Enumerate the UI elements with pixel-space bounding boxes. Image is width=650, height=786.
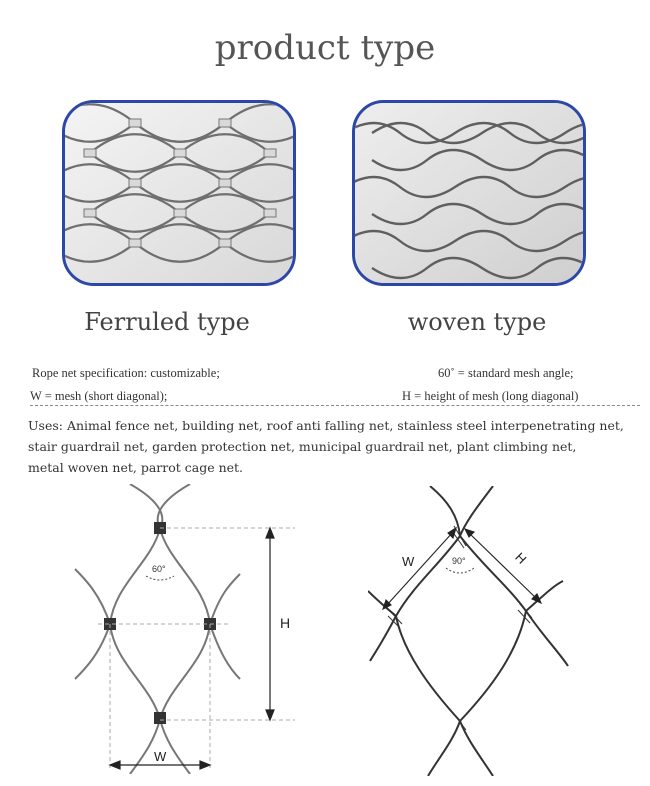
ferruled-w-label: W [154, 749, 167, 764]
uses-paragraph [28, 415, 628, 478]
ferruled-angle-label: 60° [152, 564, 166, 574]
uses-line-1: Uses: Animal fence net, building net, roof anti falling net, stainless steel interpenetrating net, [28, 418, 624, 433]
uses-line-3: metal woven net, parrot cage net. [28, 460, 244, 475]
ferruled-h-label: H [280, 615, 291, 631]
ferruled-caption: Ferruled type [84, 308, 250, 336]
woven-h-label: H [512, 549, 530, 567]
woven-w-label: W [402, 554, 415, 569]
uses-line-2: stair guardrail net, garden protection net, municipal guardrail net, plant climbing net, [28, 439, 577, 454]
ferruled-dimension-diagram [70, 484, 310, 774]
woven-angle-label: 90° [452, 556, 466, 566]
page-title: product type [214, 28, 436, 68]
woven-caption: woven type [407, 308, 547, 336]
spec-mesh-angle: 60˚ = standard mesh angle; [438, 366, 574, 380]
spec-mesh-height: H = height of mesh (long diagonal) [402, 389, 579, 403]
woven-dimension-diagram [368, 486, 598, 776]
spec-customizable: Rope net specification: customizable; [32, 366, 220, 380]
spec-mesh-width: W = mesh (short diagonal); [30, 389, 168, 403]
dashed-divider [30, 405, 640, 407]
ferruled-mesh-photo [62, 100, 296, 286]
woven-mesh-photo [352, 100, 586, 286]
